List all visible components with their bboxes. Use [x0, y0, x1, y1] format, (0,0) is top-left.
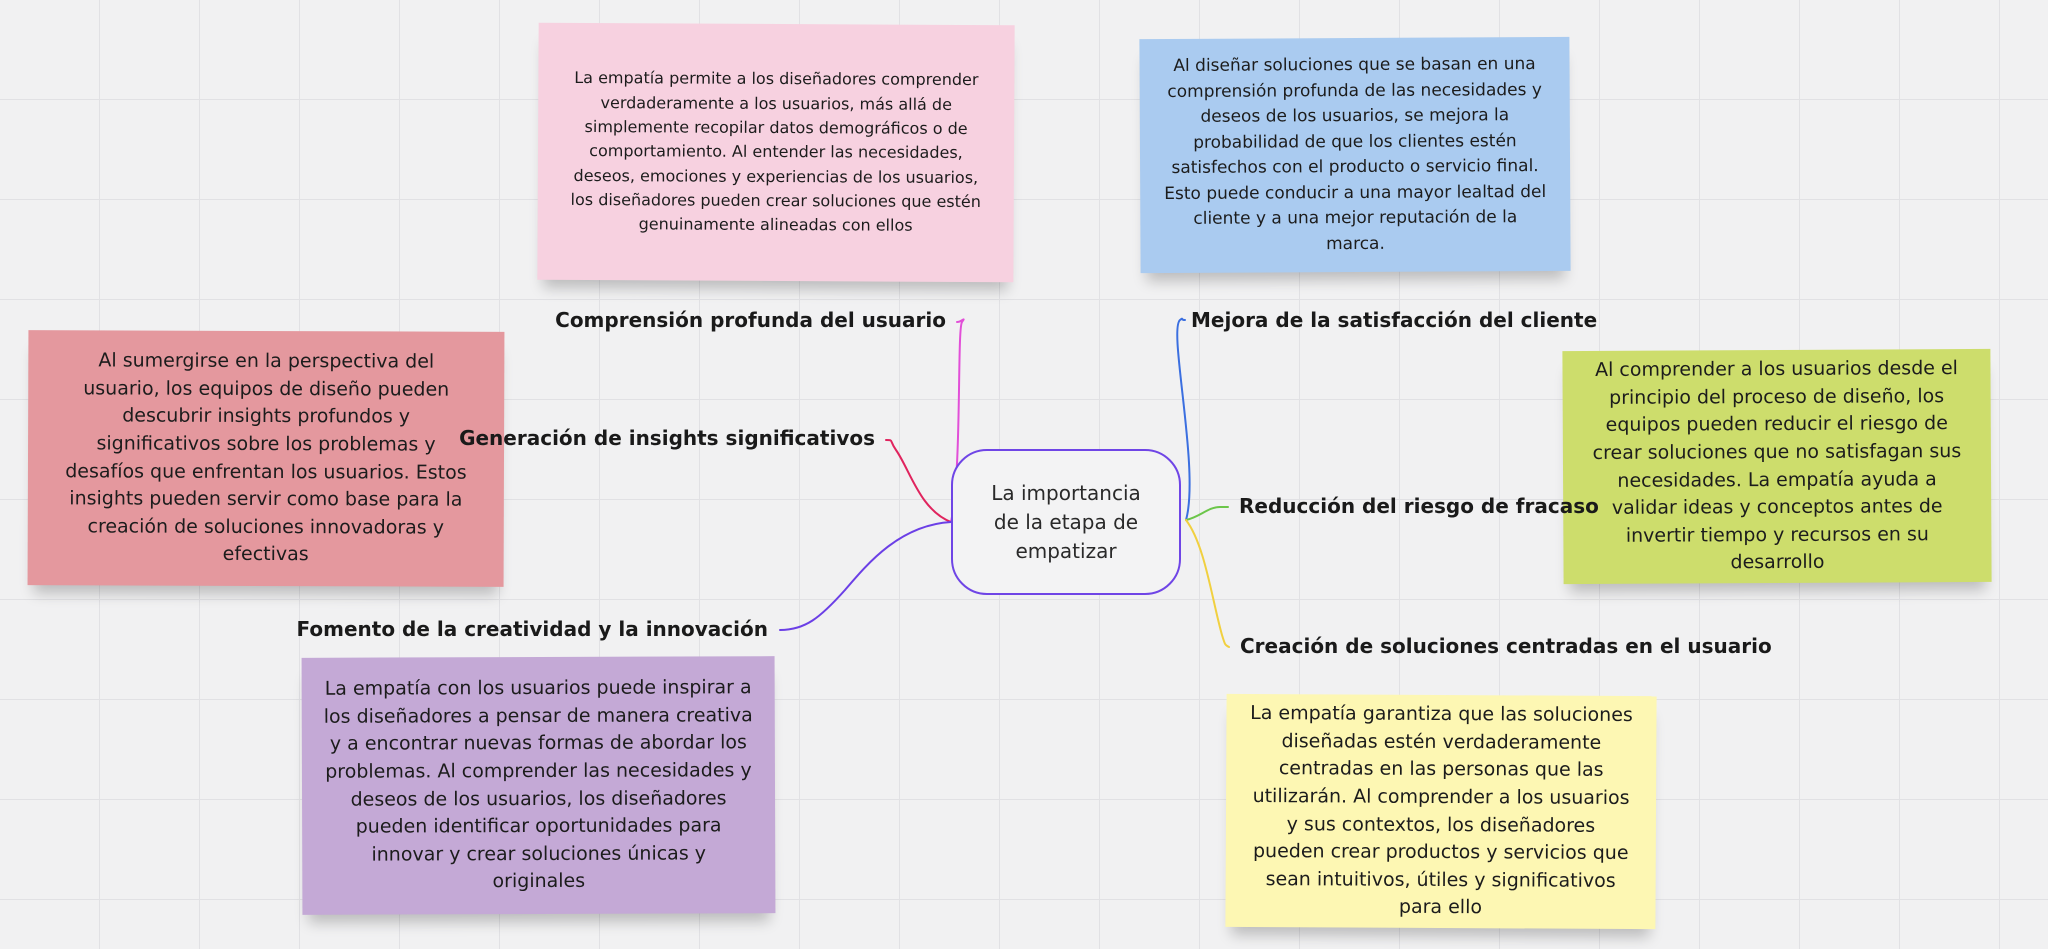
branch-label-centradas[interactable]: Creación de soluciones centradas en el usuario [1240, 634, 1772, 658]
branch-label-satisfaccion[interactable]: Mejora de la satisfacción del cliente [1191, 308, 1598, 332]
connector-riesgo [1186, 507, 1228, 520]
branch-label-insights[interactable]: Generación de insights significativos [459, 426, 875, 450]
sticky-note-centradas[interactable] [1225, 694, 1656, 929]
sticky-note-text: Al diseñar soluciones que se basan en una comprensión profunda de las necesidades y deseos de los usuarios, se mejora la probabilidad de que los clientes estén satisfechos con el producto o servicio final. Esto puede conducir a una mayor lealtad del cliente y a una mejor reputación de la marca. [1164, 54, 1547, 254]
connector-creatividad [780, 522, 951, 630]
connector-insights [886, 440, 951, 522]
sticky-note-text: La empatía garantiza que las soluciones diseñadas estén verdaderamente centradas en las personas que las utilizarán. Al comprender a los usuarios y sus contextos, los diseñadores pueden crear productos y servicios que sean intuitivos, útiles y significativos para ello [1250, 702, 1633, 919]
sticky-note-text: La empatía permite a los diseñadores comprender verdaderamente a los usuarios, más allá de simplemente recopilar datos demográficos o de comportamiento. Al entender las necesidades, deseos, emociones y experiencias de los usuarios, los diseñadores pueden crear soluciones que estén genuinamente alineadas con ellos [570, 68, 981, 235]
sticky-note-creatividad[interactable] [302, 656, 776, 915]
branch-label-riesgo[interactable]: Reducción del riesgo de fracaso [1239, 494, 1599, 518]
sticky-note-comprension[interactable] [537, 23, 1014, 282]
sticky-note-riesgo[interactable] [1562, 349, 1991, 584]
central-topic-node[interactable] [951, 449, 1181, 595]
sticky-note-satisfaccion[interactable] [1139, 37, 1570, 273]
sticky-note-text: Al comprender a los usuarios desde el principio del proceso de diseño, los equipos pueden reducir el riesgo de crear soluciones que no satisfagan sus necesidades. La empatía ayuda a validar ideas y conceptos antes de invertir tiempo y recursos en su desarrollo [1592, 357, 1962, 574]
branch-label-creatividad[interactable]: Fomento de la creatividad y la innovación [296, 617, 768, 641]
sticky-note-text: La empatía con los usuarios puede inspirar a los diseñadores a pensar de manera creativa y a encontrar nuevas formas de abordar los problemas. Al comprender las necesidades y deseos de los usuarios, los diseñadores pueden identificar oportunidades para innovar y crear soluciones únicas y originales [323, 676, 753, 893]
sticky-note-text: Al sumergirse en la perspectiva del usuario, los equipos de diseño pueden descubrir insights profundos y significativos sobre los problemas y desafíos que enfrentan los usuarios. Estos insights pueden servir como base para la creación de soluciones innovadoras y efectivas [65, 349, 467, 566]
branch-label-comprension[interactable]: Comprensión profunda del usuario [555, 308, 946, 332]
connector-centradas [1186, 520, 1229, 647]
sticky-note-insights[interactable] [28, 330, 505, 587]
central-topic-label: La importancia de la etapa de empatizar [991, 480, 1141, 563]
